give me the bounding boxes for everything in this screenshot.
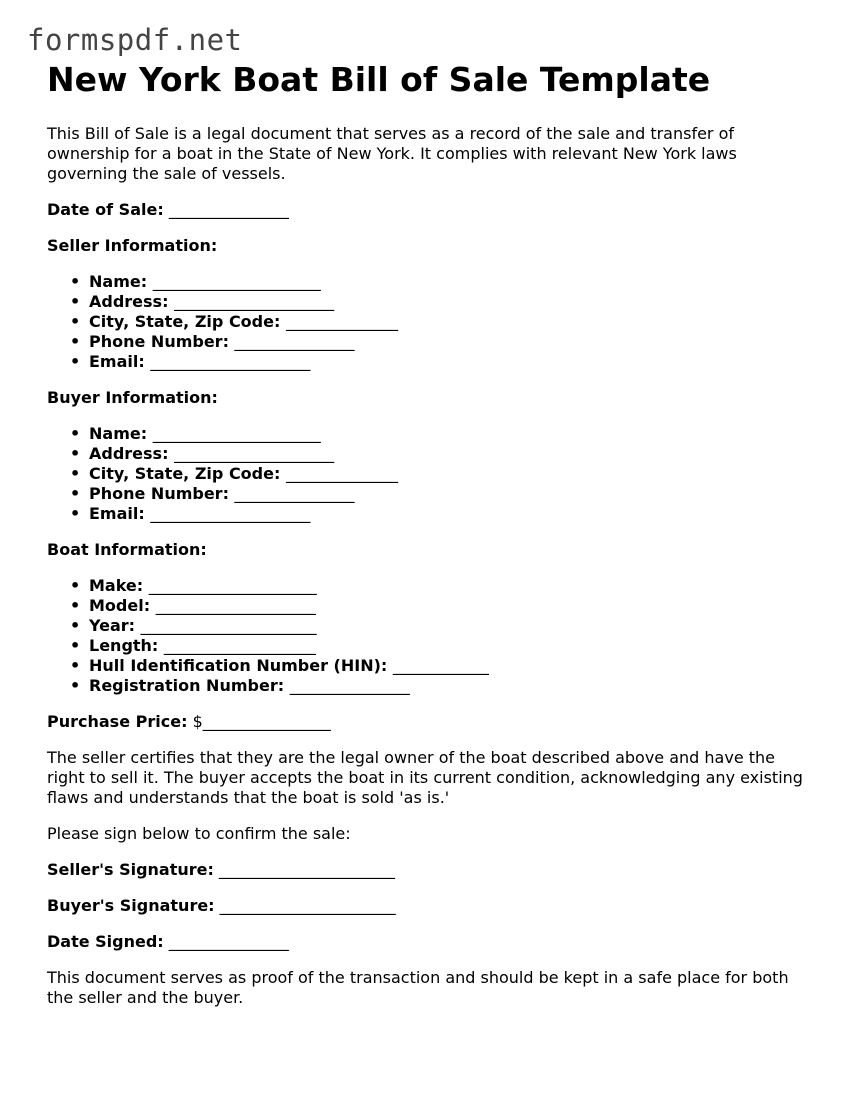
watermark-logo: formspdf.net	[27, 23, 243, 57]
field-blank[interactable]: ____________________	[155, 596, 316, 615]
field-blank[interactable]: ____________________	[174, 292, 335, 311]
sign-prompt: Please sign below to confirm the sale:	[47, 824, 351, 843]
buyer-signature-blank[interactable]: ______________________	[219, 896, 396, 915]
seller-heading: Seller Information:	[47, 236, 218, 255]
field-blank[interactable]: ___________________	[163, 636, 316, 655]
buyer-signature-label: Buyer's Signature:	[47, 896, 215, 915]
field-label: Name:	[89, 424, 148, 443]
buyer-list	[47, 424, 817, 524]
field-label: Model:	[89, 596, 151, 615]
page-title: New York Boat Bill of Sale Template	[47, 60, 711, 99]
field-blank[interactable]: ______________	[285, 464, 398, 483]
field-label: Name:	[89, 272, 148, 291]
boat-list	[47, 576, 817, 696]
field-label: Hull Identification Number (HIN):	[89, 656, 388, 675]
date-of-sale-label: Date of Sale:	[47, 200, 164, 219]
field-blank[interactable]: _______________	[234, 484, 355, 503]
date-signed-blank[interactable]: _______________	[168, 932, 289, 951]
list-item	[89, 596, 817, 616]
date-signed-field	[47, 932, 817, 952]
certification-paragraph: The seller certifies that they are the legal owner of the boat described above and have the right to sell it. The buyer accepts the boat in its current condition, acknowledging any existing flaws and understands that the boat is sold 'as is.'	[47, 748, 803, 807]
list-item	[89, 676, 817, 696]
buyer-heading: Buyer Information:	[47, 388, 218, 407]
field-blank[interactable]: _____________________	[152, 424, 321, 443]
intro-paragraph: This Bill of Sale is a legal document that serves as a record of the sale and transfer of ownership for a boat in the State of New York. It complies with relevant New York laws governing the sale of vessels.	[47, 124, 737, 183]
list-item	[89, 484, 817, 504]
list-item	[89, 332, 817, 352]
field-blank[interactable]: ____________	[392, 656, 489, 675]
field-blank[interactable]: _____________________	[152, 272, 321, 291]
list-item	[89, 444, 817, 464]
field-label: Make:	[89, 576, 144, 595]
seller-signature-blank[interactable]: ______________________	[219, 860, 395, 879]
field-blank[interactable]: ______________________	[140, 616, 317, 635]
field-blank[interactable]: _______________	[234, 332, 355, 351]
field-label: Email:	[89, 352, 145, 371]
field-label: Email:	[89, 504, 145, 523]
list-item	[89, 504, 817, 524]
list-item	[89, 636, 817, 656]
purchase-price-blank[interactable]: $________________	[192, 712, 331, 731]
field-label: Phone Number:	[89, 332, 229, 351]
list-item	[89, 656, 817, 676]
field-blank[interactable]: ____________________	[174, 444, 335, 463]
date-of-sale-blank[interactable]: _______________	[168, 200, 289, 219]
list-item	[89, 616, 817, 636]
list-item	[89, 464, 817, 484]
purchase-price-field	[47, 712, 817, 732]
seller-list	[47, 272, 817, 372]
field-label: City, State, Zip Code:	[89, 464, 281, 483]
document-page	[47, 58, 817, 1008]
field-label: Length:	[89, 636, 159, 655]
field-label: Registration Number:	[89, 676, 285, 695]
date-signed-label: Date Signed:	[47, 932, 164, 951]
field-label: Year:	[89, 616, 136, 635]
field-label: City, State, Zip Code:	[89, 312, 281, 331]
field-blank[interactable]: _____________________	[148, 576, 317, 595]
list-item	[89, 292, 817, 312]
list-item	[89, 576, 817, 596]
field-label: Phone Number:	[89, 484, 229, 503]
list-item	[89, 424, 817, 444]
date-of-sale-field	[47, 200, 817, 220]
list-item	[89, 312, 817, 332]
seller-signature-label: Seller's Signature:	[47, 860, 214, 879]
field-label: Address:	[89, 444, 169, 463]
field-label: Address:	[89, 292, 169, 311]
buyer-signature-field	[47, 896, 817, 916]
seller-signature-field	[47, 860, 817, 880]
field-blank[interactable]: ____________________	[150, 504, 311, 523]
boat-heading: Boat Information:	[47, 540, 207, 559]
closing-paragraph: This document serves as proof of the transaction and should be kept in a safe place for both the seller and the buyer.	[47, 968, 789, 1007]
list-item	[89, 272, 817, 292]
field-blank[interactable]: ______________	[285, 312, 398, 331]
field-blank[interactable]: ____________________	[150, 352, 311, 371]
purchase-price-label: Purchase Price:	[47, 712, 188, 731]
field-blank[interactable]: _______________	[289, 676, 410, 695]
list-item	[89, 352, 817, 372]
